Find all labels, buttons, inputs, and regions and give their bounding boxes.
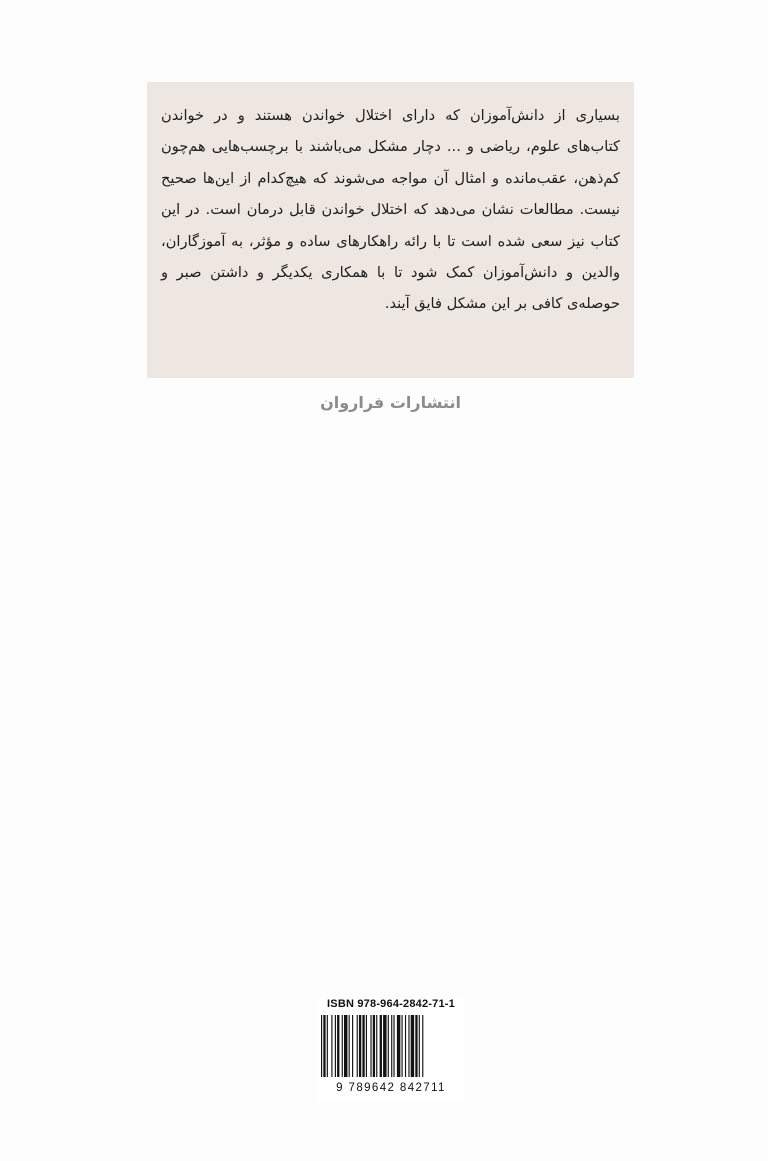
isbn-barcode-block	[318, 998, 464, 1102]
blurb-text: بسیاری از دانش‌آموزان که دارای اختلال خواندن هستند و در خواندن کتاب‌های علوم، ریاضی و ... دچار مشکل می‌باشند با برچسب‌هایی هم‌چون کم‌ذهن، عقب‌مانده و امثال آن مواجه می‌شوند که هیچ‌کدام از این‌ها صحیح نیست. مطالعات نشان می‌دهد که اختلال خواندن قابل درمان است. در این کتاب نیز سعی شده است تا با رائه راهکارهای ساده و مؤثر، به آموزگاران، والدین و دانش‌آموزان کمک شود تا با همکاری یکدیگر و داشتن صبر و حوصله‌ی کافی بر این مشکل فایق آیند.	[161, 107, 620, 313]
isbn-label: ISBN 978-964-2842-71-1	[327, 998, 455, 1010]
publisher-name: انتشارات فراروان	[320, 393, 461, 412]
barcode-digits: 9 789642 842711	[336, 1082, 446, 1094]
barcode-icon	[321, 1015, 461, 1077]
blurb-box	[147, 82, 634, 378]
